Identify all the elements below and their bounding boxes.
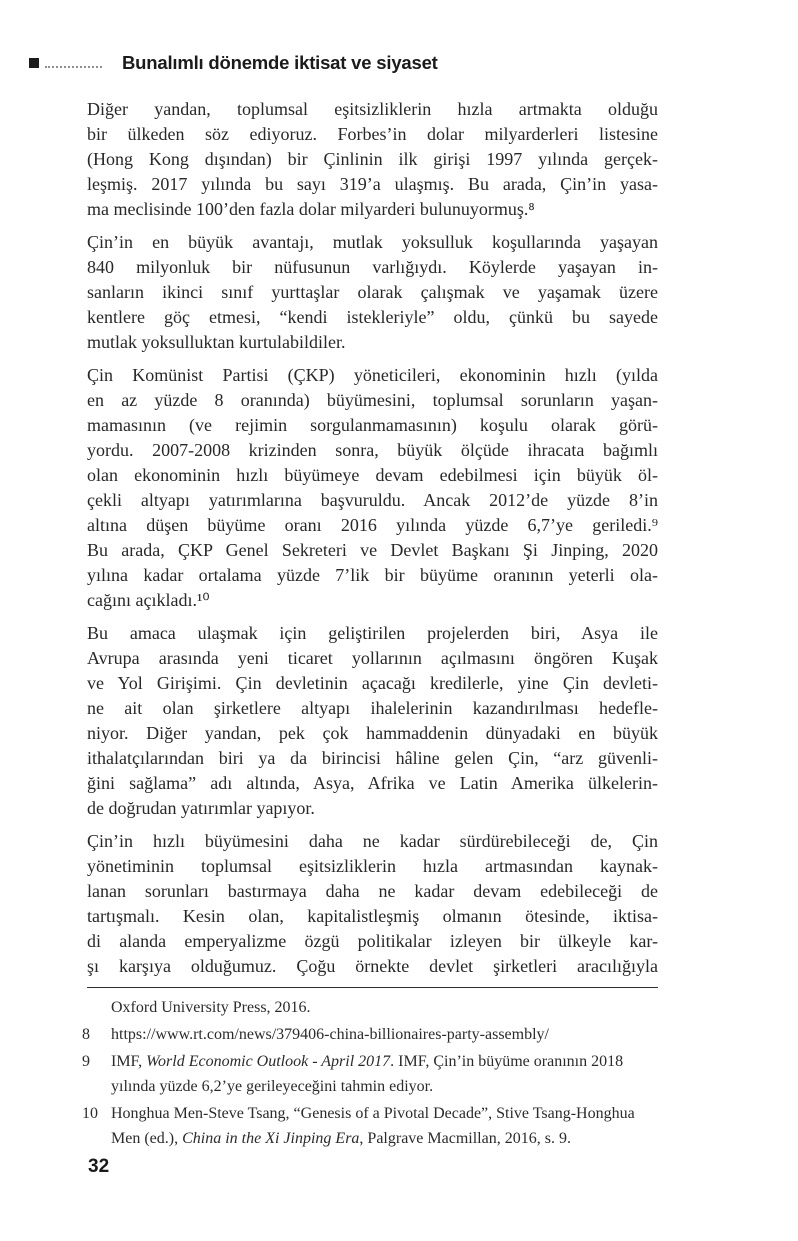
footnote-text (111, 1049, 658, 1074)
body-paragraph (87, 829, 658, 979)
body-paragraph (87, 363, 658, 613)
text-line: Çin’in en büyük avantajı, mutlak yoksulluk koşullarında yaşayan (87, 232, 658, 252)
text-line: di alanda emperyalizme özgü politikalar izleyen bir ülkeyle kar- (87, 931, 658, 951)
footnote-text (111, 1126, 658, 1151)
running-header (29, 54, 438, 72)
text-line: (Hong Kong dışından) bir Çinlinin ilk girişi 1997 yılında gerçek- (87, 149, 658, 169)
text-line: tartışmalı. Kesin olan, kapitalistleşmiş olmanın ötesinde, iktisa- (87, 906, 658, 926)
text-line: mamasının (ve rejimin sorgulanmamasının) koşulu olarak görü- (87, 415, 658, 435)
footnote-9 (82, 1049, 658, 1099)
text-line: ğini sağlama” adı altında, Asya, Afrika ve Latin Amerika ülkelerin- (87, 773, 658, 793)
text-line: mutlak yoksulluktan kurtulabildiler. (87, 332, 346, 352)
footnote-text: Oxford University Press, 2016. (111, 999, 311, 1016)
text-line: ne ait olan şirketlere altyapı ihalelerinin kazandırılması hedefle- (87, 698, 658, 718)
text-line: ithalatçılarından biri ya da birincisi hâline gelen Çin, “arz güvenli- (87, 748, 658, 768)
text-line: çekli altyapı yatırımlarına başvuruldu. Ancak 2012’de yüzde 8’in (87, 490, 658, 510)
page-number: 32 (88, 1156, 110, 1177)
footnote-number: 8 (82, 1026, 90, 1043)
footnote-number: 10 (82, 1105, 98, 1122)
text-line: niyor. Diğer yandan, pek çok hammaddenin dünyadaki en büyük (87, 723, 658, 743)
footnote-separator-rule (87, 987, 658, 988)
text-line: Çin’in hızlı büyümesini daha ne kadar sürdürebileceği de, Çin (87, 831, 658, 851)
text-line: yönetiminin toplumsal eşitsizliklerin hızla artmasından kaynak- (87, 856, 658, 876)
text-line: kentlere göç etmesi, “kendi istekleriyle” oldu, çünkü bu sayede (87, 307, 658, 327)
footnote-8 (82, 1022, 658, 1047)
footnote-text-segment: . IMF, Çin’in büyüme oranının 2018 (390, 1053, 624, 1070)
running-header-title: Bunalımlı dönemde iktisat ve siyaset (122, 52, 438, 73)
text-line: yordu. 2007-2008 krizinden sonra, büyük ölçüde ihracata bağımlı (87, 440, 658, 460)
text-line: altına düşen büyüme oranı 2016 yılında yüzde 6,7’ye geriledi.⁹ (87, 515, 658, 535)
text-line: yılına kadar ortalama yüzde 7’lik bir büyüme oranının yeterli ola- (87, 565, 658, 585)
text-line: bir ülkeden söz ediyoruz. Forbes’in dolar milyarderleri listesine (87, 124, 658, 144)
text-line: 840 milyonluk bir nüfusunun varlığıydı. Köylerde yaşayan in- (87, 257, 658, 277)
footnote-continuation (82, 995, 658, 1020)
footnote-text-segment: Men (ed.), (111, 1130, 183, 1147)
text-line: olan ekonominin hızlı büyümeye devam edebilmesi için büyük öl- (87, 465, 658, 485)
text-line: Çin Komünist Partisi (ÇKP) yöneticileri, ekonominin hızlı (yılda (87, 365, 658, 385)
text-line: en az yüzde 8 oranında) büyümesini, toplumsal sorunların yaşan- (87, 390, 658, 410)
text-line: de doğrudan yatırımlar yapıyor. (87, 798, 315, 818)
footnote-text-segment: , Palgrave Macmillan, 2016, s. 9. (359, 1130, 571, 1147)
footnote-number: 9 (82, 1053, 90, 1070)
text-line: ve Yol Girişimi. Çin devletinin açacağı kredilerle, yine Çin devleti- (87, 673, 658, 693)
text-line: sanların ikinci sınıf yurttaşlar olarak çalışmak ve yaşamak üzere (87, 282, 658, 302)
text-column (82, 97, 658, 1151)
footnote-italic-title: China in the Xi Jinping Era (182, 1130, 360, 1147)
text-line: ma meclisinde 100’den fazla dolar milyarderi bulunuyormuş.⁸ (87, 199, 535, 219)
footnote-10 (82, 1101, 658, 1151)
footnote-text-segment: IMF, (111, 1053, 147, 1070)
text-line: Avrupa arasında yeni ticaret yollarının açılmasını öngören Kuşak (87, 648, 658, 668)
body-paragraph (87, 621, 658, 821)
body-paragraph (87, 230, 658, 355)
footnote-text: Honghua Men-Steve Tsang, “Genesis of a Pivotal Decade”, Stive Tsang-Honghua (111, 1105, 635, 1122)
text-line: Bu arada, ÇKP Genel Sekreteri ve Devlet Başkanı Şi Jinping, 2020 (87, 540, 658, 560)
body-paragraph (87, 97, 658, 222)
text-line: Diğer yandan, toplumsal eşitsizliklerin hızla artmakta olduğu (87, 99, 658, 119)
footnote-url: https://www.rt.com/news/379406-china-billionaires-party-assembly/ (111, 1026, 549, 1043)
text-line: leşmiş. 2017 yılında bu sayı 319’a ulaşmış. Bu arada, Çin’in yasa- (87, 174, 658, 194)
text-line: Bu amaca ulaşmak için geliştirilen projelerden biri, Asya ile (87, 623, 658, 643)
footnote-number (82, 995, 111, 1020)
footnotes-section (82, 995, 658, 1151)
footnote-italic-title: World Economic Outlook - April 2017 (146, 1053, 391, 1070)
header-dotted-leader (45, 62, 102, 68)
text-line: şı karşıya olduğumuz. Çoğu örnekte devlet şirketleri aracılığıyla (87, 956, 658, 976)
footnote-text: yılında yüzde 6,2’ye gerileyeceğini tahmin ediyor. (111, 1078, 434, 1095)
header-square-marker-icon (29, 58, 39, 68)
text-line: cağını açıkladı.¹⁰ (87, 590, 210, 610)
text-line: lanan sorunları bastırmaya daha ne kadar devam edebileceği de (87, 881, 658, 901)
